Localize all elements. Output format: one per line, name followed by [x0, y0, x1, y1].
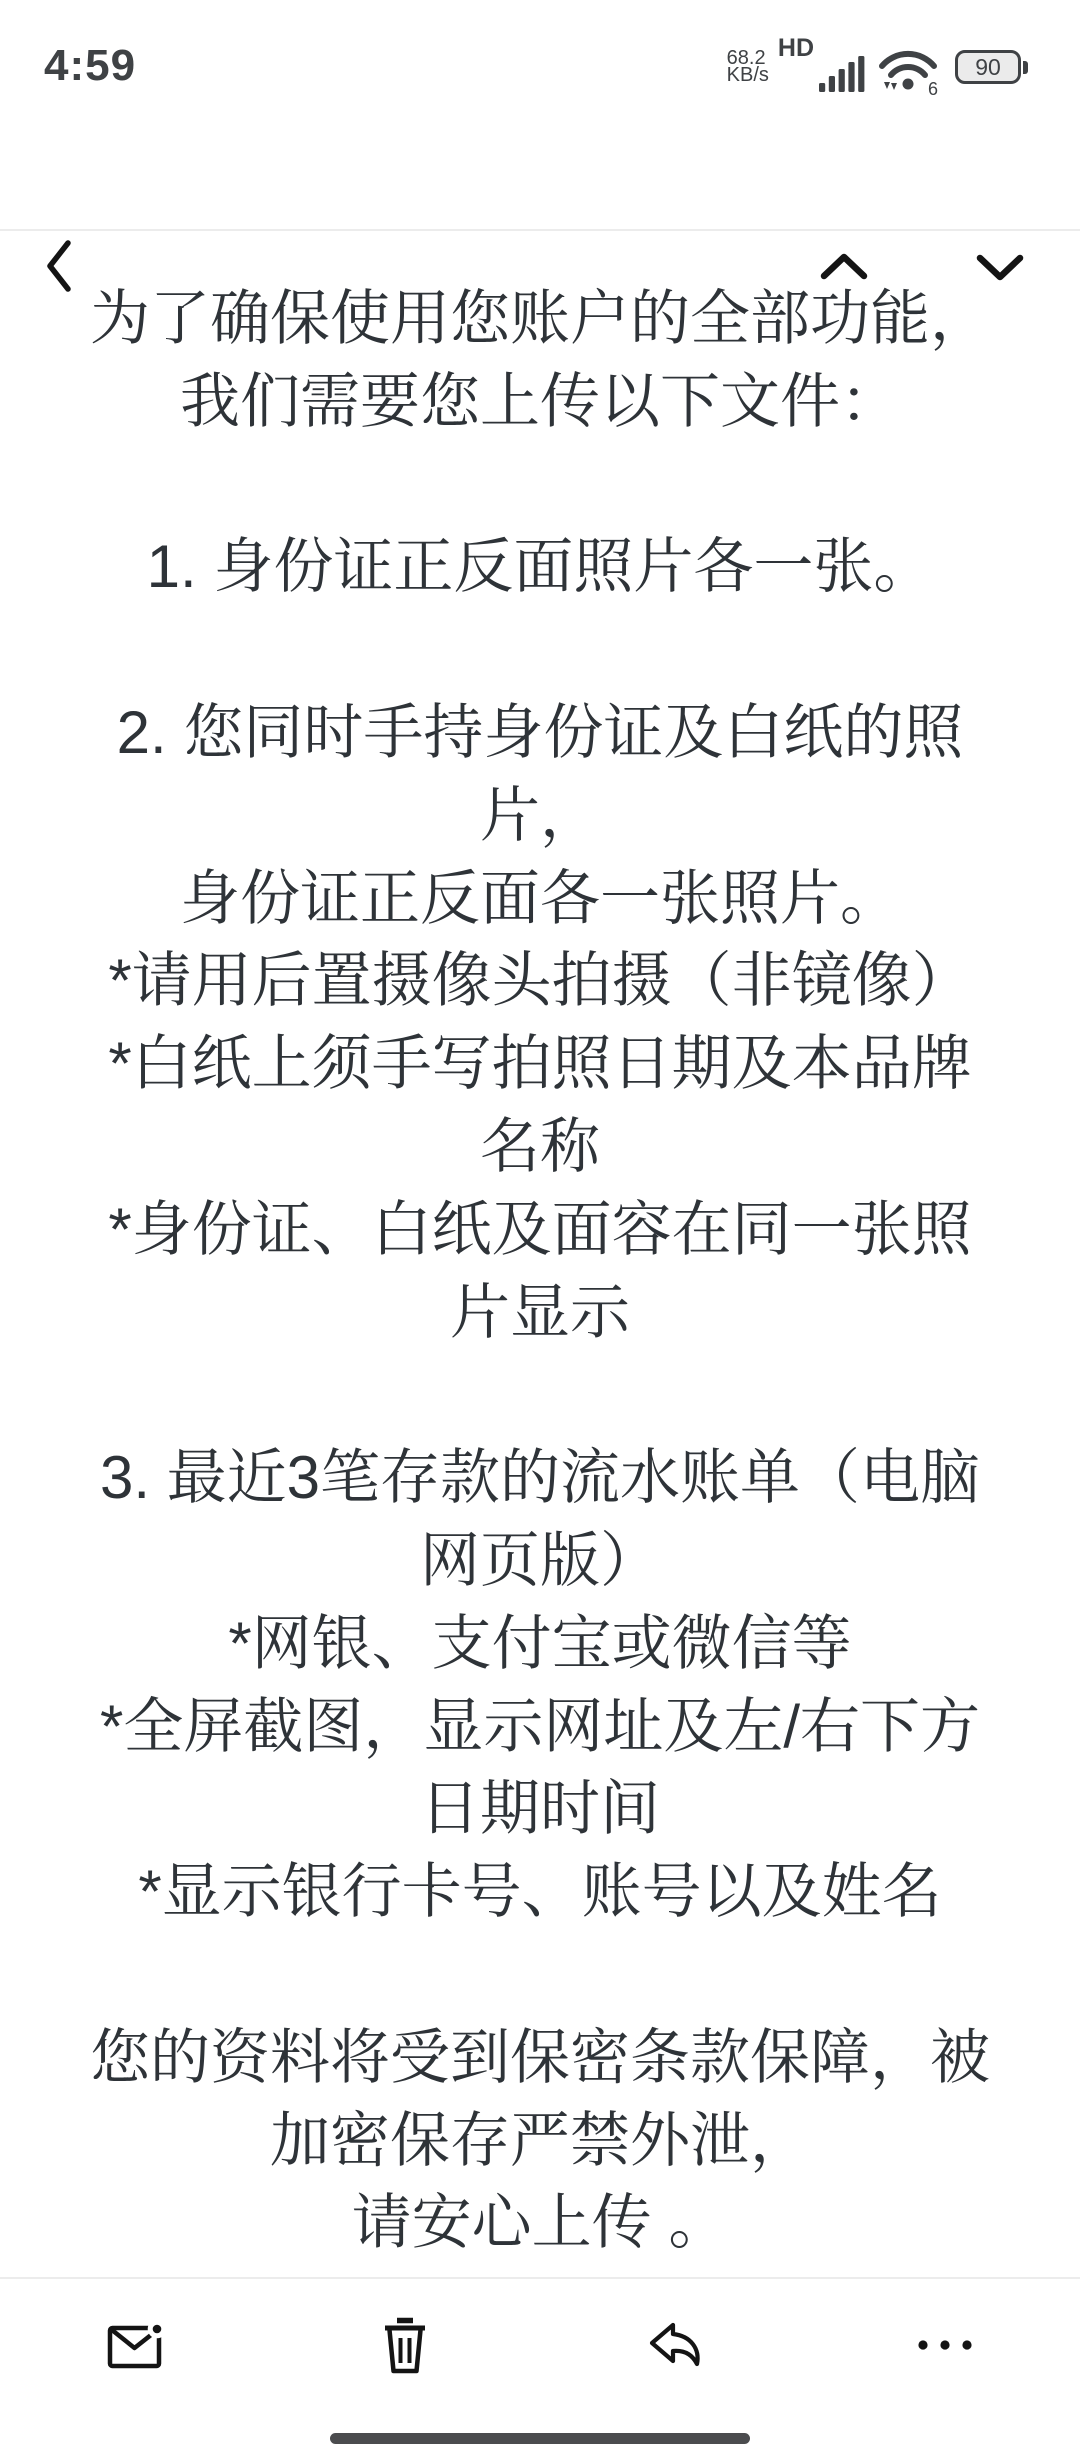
content-line: 您的资料将受到保密条款保障，被 — [90, 2023, 990, 2091]
mark-unread-button[interactable] — [0, 2279, 270, 2411]
clock-time: 4:59 — [44, 41, 137, 90]
reply-button[interactable] — [540, 2279, 810, 2411]
network-speed-value: 68.2 — [726, 47, 766, 69]
content-line: 我们需要您上传以下文件： — [180, 367, 900, 435]
content-line: 3. 最近3笔存款的流水账单（电脑 — [99, 1444, 981, 1512]
content-line — [0, 444, 1080, 527]
reply-arrow-icon — [645, 2321, 705, 2369]
content-line: 片显示 — [450, 1278, 630, 1346]
nav-bar — [0, 100, 1080, 229]
status-icons-cluster — [727, 33, 1028, 101]
battery-percent: 90 — [975, 53, 1001, 80]
content-line: 2. 您同时手持身份证及白纸的照 — [116, 698, 964, 766]
more-options-button[interactable] — [810, 2279, 1080, 2411]
content-line: *显示银行卡号、账号以及姓名 — [138, 1858, 942, 1926]
trash-icon — [382, 2317, 428, 2374]
content-line: 1. 身份证正反面照片各一张。 — [146, 533, 934, 601]
home-indicator-bar[interactable] — [330, 2433, 750, 2444]
hd-volte-label: HD — [777, 34, 814, 62]
content-line: 名称 — [480, 1112, 600, 1180]
content-line: 网页版） — [420, 1526, 660, 1594]
wifi-icon — [877, 48, 941, 96]
network-speed — [726, 47, 769, 86]
content-line: *全屏截图，显示网址及左/右下方 — [99, 1692, 981, 1760]
network-speed-unit: KB/s — [726, 64, 769, 86]
content-line: 加密保存严禁外泄， — [270, 2106, 810, 2174]
battery-icon — [955, 50, 1021, 84]
mail-unread-icon — [106, 2320, 164, 2370]
wifi-6-label: 6 — [928, 79, 939, 96]
content-line: *身份证、白纸及面容在同一张照 — [108, 1195, 972, 1263]
content-line — [0, 1354, 1080, 1437]
delete-button[interactable] — [270, 2279, 540, 2411]
content-line — [0, 609, 1080, 692]
cell-signal-icon — [819, 56, 865, 92]
wifi-dot — [903, 79, 914, 90]
wifi-down-arrow — [884, 82, 890, 89]
more-dots-icon — [916, 2337, 974, 2353]
content-line: 片， — [480, 781, 600, 849]
content-line: 请安心上传 。 — [351, 2189, 729, 2257]
content-line: *白纸上须手写拍照日期及本品牌 — [108, 1030, 972, 1098]
content-line: *请用后置摄像头拍摄（非镜像） — [108, 947, 972, 1015]
content-line: *网银、支付宝或微信等 — [228, 1609, 852, 1677]
battery-nub — [1023, 61, 1028, 74]
content-line — [0, 1934, 1080, 2017]
status-bar — [0, 0, 1080, 100]
message-body — [0, 231, 1080, 2265]
content-line: 身份证正反面各一张照片。 — [180, 864, 900, 932]
content-line: 日期时间 — [420, 1775, 660, 1843]
content-line: 为了确保使用您账户的全部功能， — [90, 285, 990, 352]
